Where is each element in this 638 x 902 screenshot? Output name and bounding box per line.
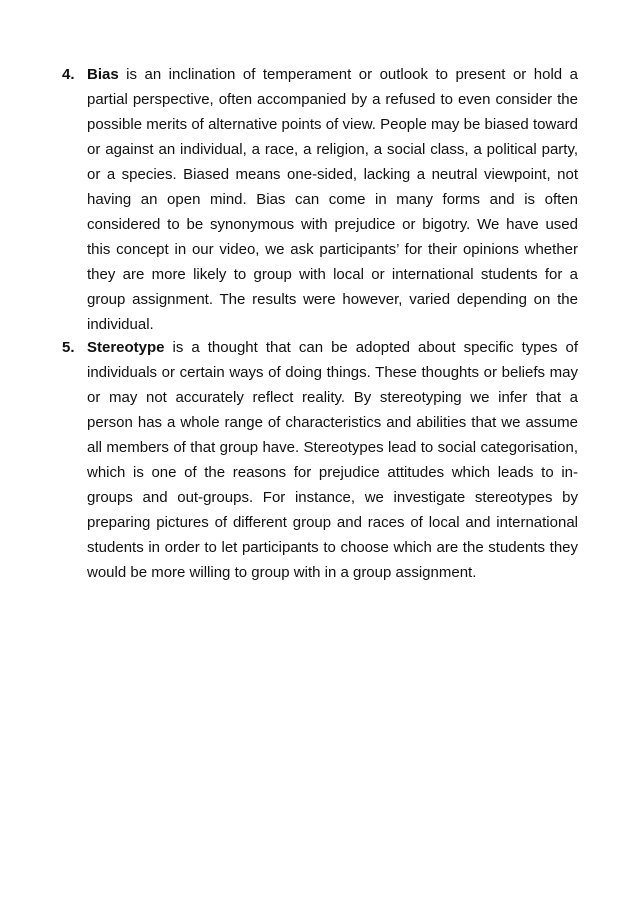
- list-item-stereotype: [62, 335, 578, 585]
- definition-text: is an inclination of temperament or outlook to present or hold a partial perspective, often accompanied by a refused to even consider the possible merits of alternative points of view. People may be biased toward or against an individual, a race, a religion, a social class, a political party, or a species. Biased means one-sided, lacking a neutral viewpoint, not having an open mind. Bias can come in many forms and is often considered to be synonymous with prejudice or bigotry. We have used this concept in our video, we ask participants’ for their opinions whether they are more likely to group with local or international students for a group assignment. The results were however, varied depending on the individual.: [87, 66, 578, 333]
- term-stereotype: Stereotype: [87, 339, 165, 356]
- list-item-bias: [62, 62, 578, 337]
- list-item-paragraph: [87, 335, 578, 585]
- list-item-number: 5.: [62, 339, 75, 356]
- definition-text: is a thought that can be adopted about specific types of individuals or certain ways of doing things. These thoughts or beliefs may or may not accurately reflect reality. By stereotyping we infer that a person has a whole range of characteristics and abilities that we assume all members of that group have. Stereotypes lead to social categorisation, which is one of the reasons for prejudice attitudes which leads to in-groups and out-groups. For instance, we investigate stereotypes by preparing pictures of different group and races of local and international students in order to let participants to choose which are the students they would be more willing to group with in a group assignment.: [87, 339, 578, 581]
- list-item-number: 4.: [62, 66, 75, 83]
- term-bias: Bias: [87, 66, 119, 83]
- list-item-paragraph: [87, 62, 578, 337]
